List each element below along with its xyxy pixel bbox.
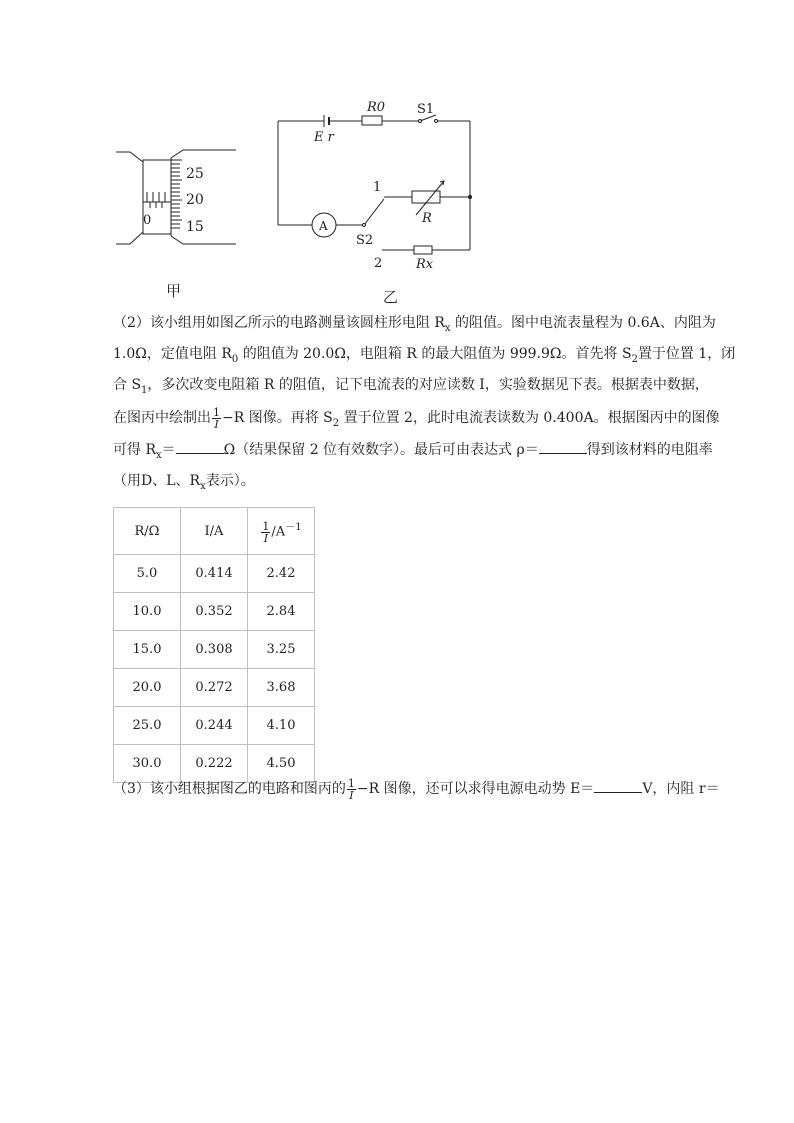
fraction-one-over-i: $\frac{1}{I}$ — [347, 776, 355, 802]
rx-label: Rx — [416, 257, 434, 272]
figure-yi-caption: 乙 — [383, 288, 399, 306]
table-row: 25.0 0.244 4.10 — [114, 707, 315, 745]
micrometer-figure — [110, 140, 250, 270]
q2-line-5: 可得 $R_x= \Omega$（结果保留 2 位有效数字）。最后可由表达式 ρ＝ 得到该材料的电阻率 — [113, 435, 713, 466]
switch-position-2-label: 2 — [374, 256, 383, 271]
fraction-one-over-i: $\frac{1}{I}$ — [213, 405, 220, 431]
resistor-box-label: R — [422, 211, 432, 226]
thimble-label-20: 20 — [186, 192, 204, 208]
r0-label: R0 — [367, 100, 386, 115]
table-row: 30.0 0.222 4.50 — [114, 745, 315, 783]
header-inverse-current: $\frac{1}{I}$ $/A^{-1}$ — [248, 508, 315, 555]
thimble-label-15: 15 — [186, 219, 204, 235]
battery-label: E r — [314, 130, 334, 145]
q2-line-4: 在图丙中绘制出 $\frac{1}{I}$ −R 图像。再将 $S_2$ 置于位置 2，此时电流表读数为 0.400A。根据图丙中的图像 — [113, 405, 720, 431]
header-resistance: R/Ω — [114, 508, 181, 555]
sleeve-zero-label: 0 — [143, 213, 152, 228]
s1-label: S1 — [417, 102, 435, 117]
answer-blank-emf[interactable] — [594, 778, 642, 793]
ammeter-label: A — [319, 219, 328, 233]
q2-line-1: （2）该小组用如图乙所示的电路测量该圆柱形电阻 $R_x$ 的阻值。图中电流表量程为 0.6A、内阻为 — [113, 315, 716, 334]
q3-line-1: （3）该小组根据图乙的电路和图丙的 $\frac{1}{I}$ −R 图像，还可以求得电源电动势 E＝ V，内阻 r＝ — [113, 776, 720, 802]
q2-line-2: 1.0Ω，定值电阻 $R_0$ 的阻值为 20.0Ω，电阻箱 R 的最大阻值为 999.9Ω。首先将 $S_2$置于位置 1，闭 — [113, 346, 736, 365]
s2-label: S2 — [356, 233, 374, 248]
answer-blank-rx[interactable] — [176, 439, 224, 454]
table-row: 10.0 0.352 2.84 — [114, 593, 315, 631]
header-current: I/A — [181, 508, 248, 555]
figure-jia-caption: 甲 — [166, 282, 182, 300]
data-table — [113, 507, 315, 783]
circuit-figure — [270, 95, 485, 280]
switch-position-1-label: 1 — [373, 180, 382, 195]
q2-line-3: 合 $S_1$，多次改变电阻箱 R 的阻值，记下电流表的对应读数 I，实验数据见下表。根据表中数据， — [113, 377, 709, 396]
question-2 — [113, 308, 736, 497]
table-row: 5.0 0.414 2.42 — [114, 555, 315, 593]
thimble-label-25: 25 — [186, 166, 204, 182]
table-row: 15.0 0.308 3.25 — [114, 631, 315, 669]
answer-blank-rho[interactable] — [539, 439, 587, 454]
q2-line-6: （用D、L、$R_x$表示）。 — [113, 473, 255, 492]
table-header-row — [114, 508, 315, 555]
table-row: 20.0 0.272 3.68 — [114, 669, 315, 707]
question-3 — [113, 772, 720, 806]
